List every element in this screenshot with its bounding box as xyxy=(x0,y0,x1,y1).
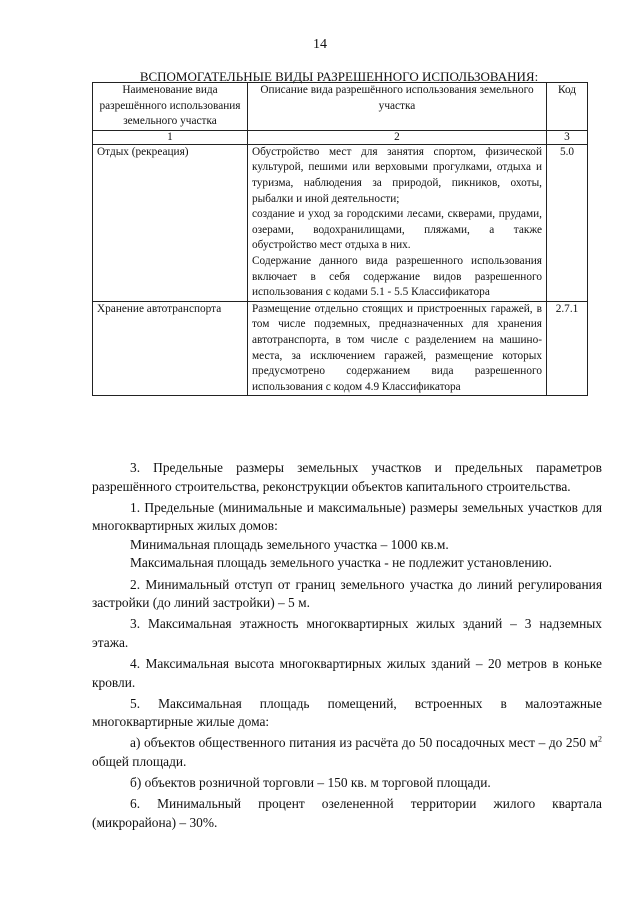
column-number-row xyxy=(93,130,588,144)
column-number: 3 xyxy=(547,130,588,144)
body-paragraph xyxy=(92,734,602,771)
use-description-cell xyxy=(248,144,547,301)
body-paragraph: 3. Максимальная этажность многоквартирных жилых зданий – 3 надземных этажа. xyxy=(92,616,602,650)
page-number: 14 xyxy=(313,37,327,52)
body-text xyxy=(92,459,602,832)
column-number: 1 xyxy=(93,130,248,144)
column-header-name: Наименование вида разрешённого использования земельного участка xyxy=(93,83,248,131)
use-name-cell: Хранение автотранспорта xyxy=(93,301,248,396)
table-row xyxy=(93,144,588,301)
description-paragraph: создание и уход за городскими лесами, скверами, прудами, озерами, водохранилищами, пляжами, а также обустройство мест отдыха в них. xyxy=(252,208,542,252)
column-number: 2 xyxy=(248,130,547,144)
column-header-description: Описание вида разрешённого использования земельного участка xyxy=(248,83,547,131)
column-header-code: Код xyxy=(547,83,588,131)
section-heading-paragraph: 3. Предельные размеры земельных участков и предельных параметров разрешённого строительства, реконструкции объектов капитального строительства. xyxy=(92,460,602,494)
body-paragraph: 5. Максимальная площадь помещений, встроенных в малоэтажные многоквартирные жилые дома: xyxy=(92,695,602,730)
description-paragraph: Размещение отдельно стоящих и пристроенных гаражей, в том числе подземных, предназначенных для хранения автотранспорта, в том числе с разделением на машино-места, за исключением гаражей, размещение которых предусмотрено содержанием вида разрешенного использования с кодом 4.9 Классификатора xyxy=(252,302,542,393)
use-code-cell: 2.7.1 xyxy=(547,301,588,396)
body-paragraph: Минимальная площадь земельного участка – 1000 кв.м. xyxy=(130,536,449,552)
body-paragraph: 1. Предельные (минимальные и максимальные) размеры земельных участков для многоквартирных жилых домов: xyxy=(92,499,602,534)
description-paragraph: Содержание данного вида разрешенного использования включает в себя содержание видов разрешенного использования с кодами 5.1 - 5.5 Классификатора xyxy=(252,254,542,299)
table-row xyxy=(93,301,588,396)
body-paragraph: 4. Максимальная высота многоквартирных жилых зданий – 20 метров в коньке кровли. xyxy=(92,655,602,690)
body-paragraph: б) объектов розничной торговли – 150 кв. м торговой площади. xyxy=(130,775,491,790)
superscript: 2 xyxy=(598,734,602,744)
paragraph-text: а) объектов общественного питания из расчёта до 50 посадочных мест – до 250 м xyxy=(130,735,598,751)
use-name-cell: Отдых (рекреация) xyxy=(93,144,248,301)
body-paragraph: 6. Минимальный процент озелененной территории жилого квартала (микрорайона) – 30%. xyxy=(92,796,602,830)
use-code-cell: 5.0 xyxy=(547,144,588,301)
table-title: ВСПОМОГАТЕЛЬНЫЕ ВИДЫ РАЗРЕШЕННОГО ИСПОЛЬЗОВАНИЯ: xyxy=(139,69,539,84)
body-paragraph: Максимальная площадь земельного участка - не подлежит установлению. xyxy=(130,555,553,571)
description-paragraph: Обустройство мест для занятия спортом, физической культурой, пешими или верховыми прогулками, отдыха и туризма, наблюдения за природой, пикников, охоты, рыбалки и иной деятельности; xyxy=(252,145,542,205)
body-paragraph: 2. Минимальный отступ от границ земельного участка до линий регулирования застройки (до линий застройки) – 5 м. xyxy=(92,576,602,611)
permitted-uses-table xyxy=(92,82,588,396)
paragraph-text: общей площади. xyxy=(92,753,187,769)
table-header-row xyxy=(93,83,588,131)
use-description-cell xyxy=(248,301,547,396)
